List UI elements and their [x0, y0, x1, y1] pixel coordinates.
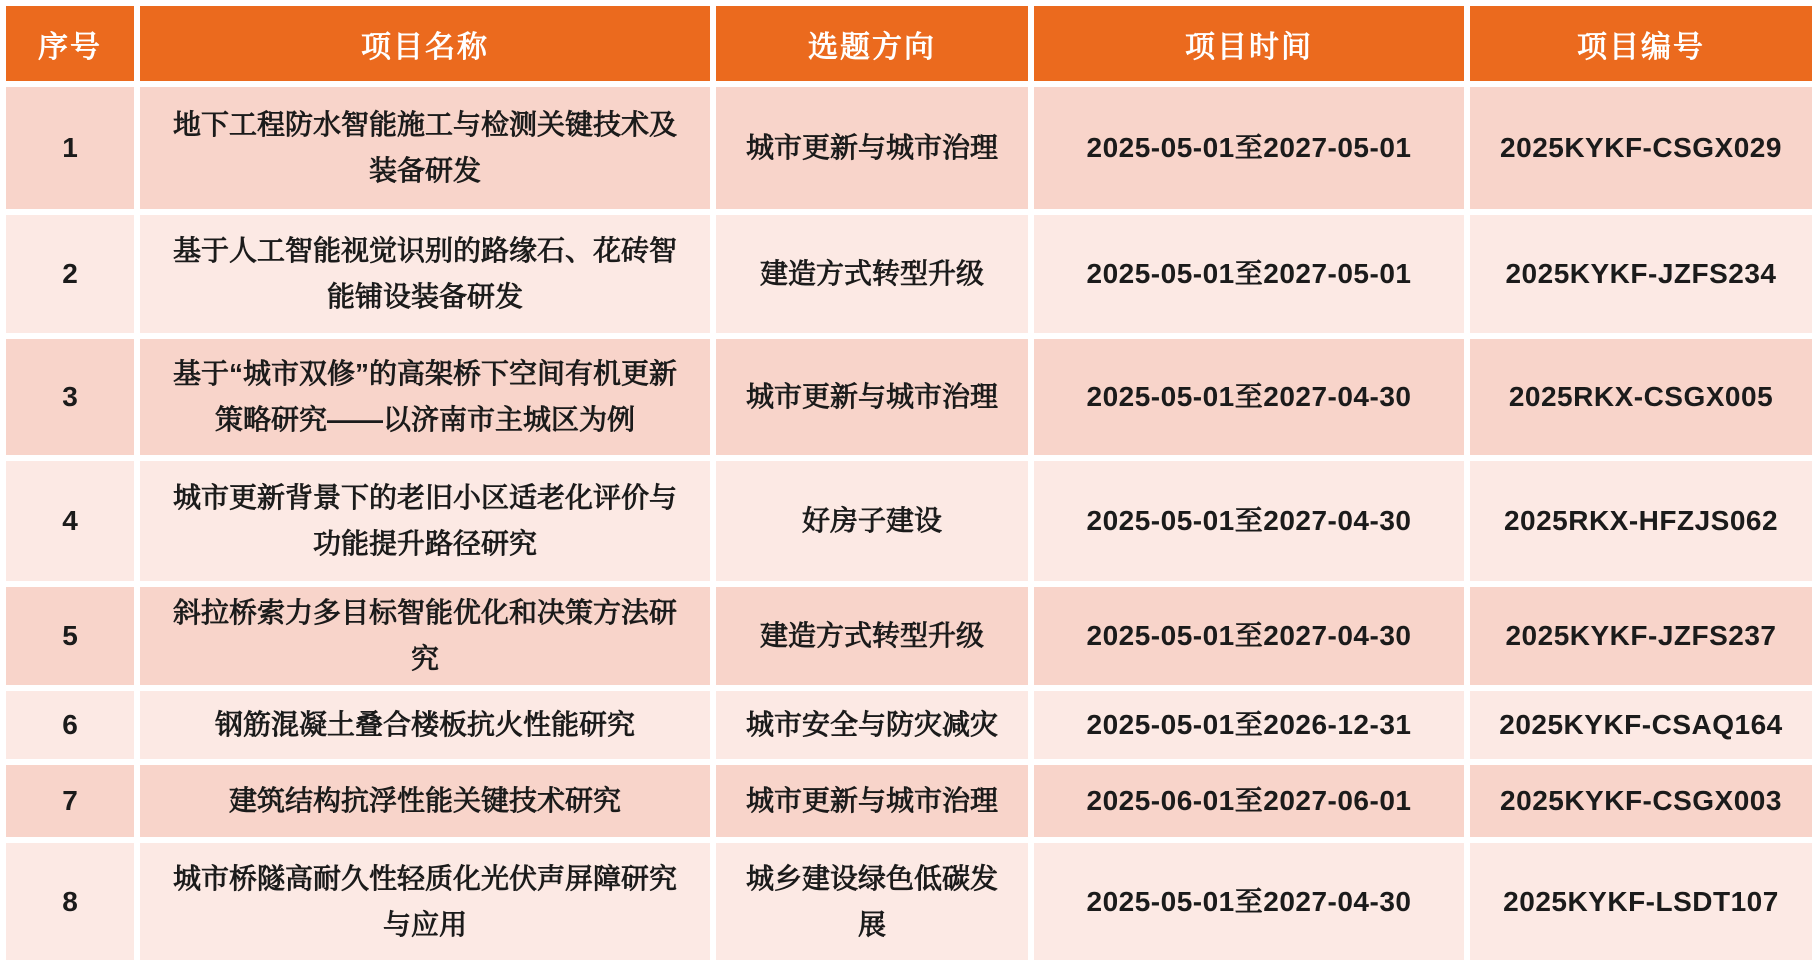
cell-project-code: 2025RKX-HFZJS062: [1470, 461, 1812, 581]
cell-project-name: 钢筋混凝土叠合楼板抗火性能研究: [140, 691, 710, 759]
table-row: [6, 765, 1812, 837]
table-row: [6, 87, 1812, 209]
table-row: [6, 215, 1812, 333]
cell-project-name: 地下工程防水智能施工与检测关键技术及装备研发: [140, 87, 710, 209]
cell-topic-direction: 城市更新与城市治理: [716, 339, 1028, 455]
cell-project-time: 2025-05-01至2027-04-30: [1034, 587, 1464, 685]
cell-project-time: 2025-05-01至2027-04-30: [1034, 339, 1464, 455]
column-header-project-time: 项目时间: [1034, 6, 1464, 81]
cell-project-code: 2025RKX-CSGX005: [1470, 339, 1812, 455]
cell-project-code: 2025KYKF-JZFS237: [1470, 587, 1812, 685]
cell-project-time: 2025-05-01至2027-04-30: [1034, 461, 1464, 581]
column-header-project-name: 项目名称: [140, 6, 710, 81]
cell-index: 8: [6, 843, 134, 960]
cell-topic-direction: 城乡建设绿色低碳发展: [716, 843, 1028, 960]
cell-project-name: 建筑结构抗浮性能关键技术研究: [140, 765, 710, 837]
cell-project-code: 2025KYKF-CSGX003: [1470, 765, 1812, 837]
cell-index: 5: [6, 587, 134, 685]
cell-index: 2: [6, 215, 134, 333]
cell-index: 4: [6, 461, 134, 581]
cell-topic-direction: 城市更新与城市治理: [716, 765, 1028, 837]
column-header-topic-direction: 选题方向: [716, 6, 1028, 81]
column-header-project-code: 项目编号: [1470, 6, 1812, 81]
table-row: [6, 339, 1812, 455]
cell-topic-direction: 好房子建设: [716, 461, 1028, 581]
cell-project-code: 2025KYKF-CSGX029: [1470, 87, 1812, 209]
table-row: [6, 461, 1812, 581]
cell-topic-direction: 城市更新与城市治理: [716, 87, 1028, 209]
cell-index: 6: [6, 691, 134, 759]
cell-project-name: 基于人工智能视觉识别的路缘石、花砖智能铺设装备研发: [140, 215, 710, 333]
cell-project-name: 基于“城市双修”的高架桥下空间有机更新策略研究——以济南市主城区为例: [140, 339, 710, 455]
cell-project-name: 城市更新背景下的老旧小区适老化评价与功能提升路径研究: [140, 461, 710, 581]
column-header-index: 序号: [6, 6, 134, 81]
cell-project-time: 2025-05-01至2027-05-01: [1034, 87, 1464, 209]
cell-topic-direction: 建造方式转型升级: [716, 587, 1028, 685]
cell-index: 1: [6, 87, 134, 209]
table-row: [6, 691, 1812, 759]
cell-project-time: 2025-05-01至2026-12-31: [1034, 691, 1464, 759]
cell-topic-direction: 城市安全与防灾减灾: [716, 691, 1028, 759]
header-row: [6, 6, 1812, 81]
cell-project-name: 城市桥隧高耐久性轻质化光伏声屏障研究与应用: [140, 843, 710, 960]
cell-project-time: 2025-05-01至2027-05-01: [1034, 215, 1464, 333]
cell-project-name: 斜拉桥索力多目标智能优化和决策方法研究: [140, 587, 710, 685]
cell-project-time: 2025-06-01至2027-06-01: [1034, 765, 1464, 837]
cell-topic-direction: 建造方式转型升级: [716, 215, 1028, 333]
cell-index: 3: [6, 339, 134, 455]
cell-project-time: 2025-05-01至2027-04-30: [1034, 843, 1464, 960]
table-row: [6, 843, 1812, 960]
cell-index: 7: [6, 765, 134, 837]
cell-project-code: 2025KYKF-JZFS234: [1470, 215, 1812, 333]
cell-project-code: 2025KYKF-CSAQ164: [1470, 691, 1812, 759]
table-row: [6, 587, 1812, 685]
cell-project-code: 2025KYKF-LSDT107: [1470, 843, 1812, 960]
